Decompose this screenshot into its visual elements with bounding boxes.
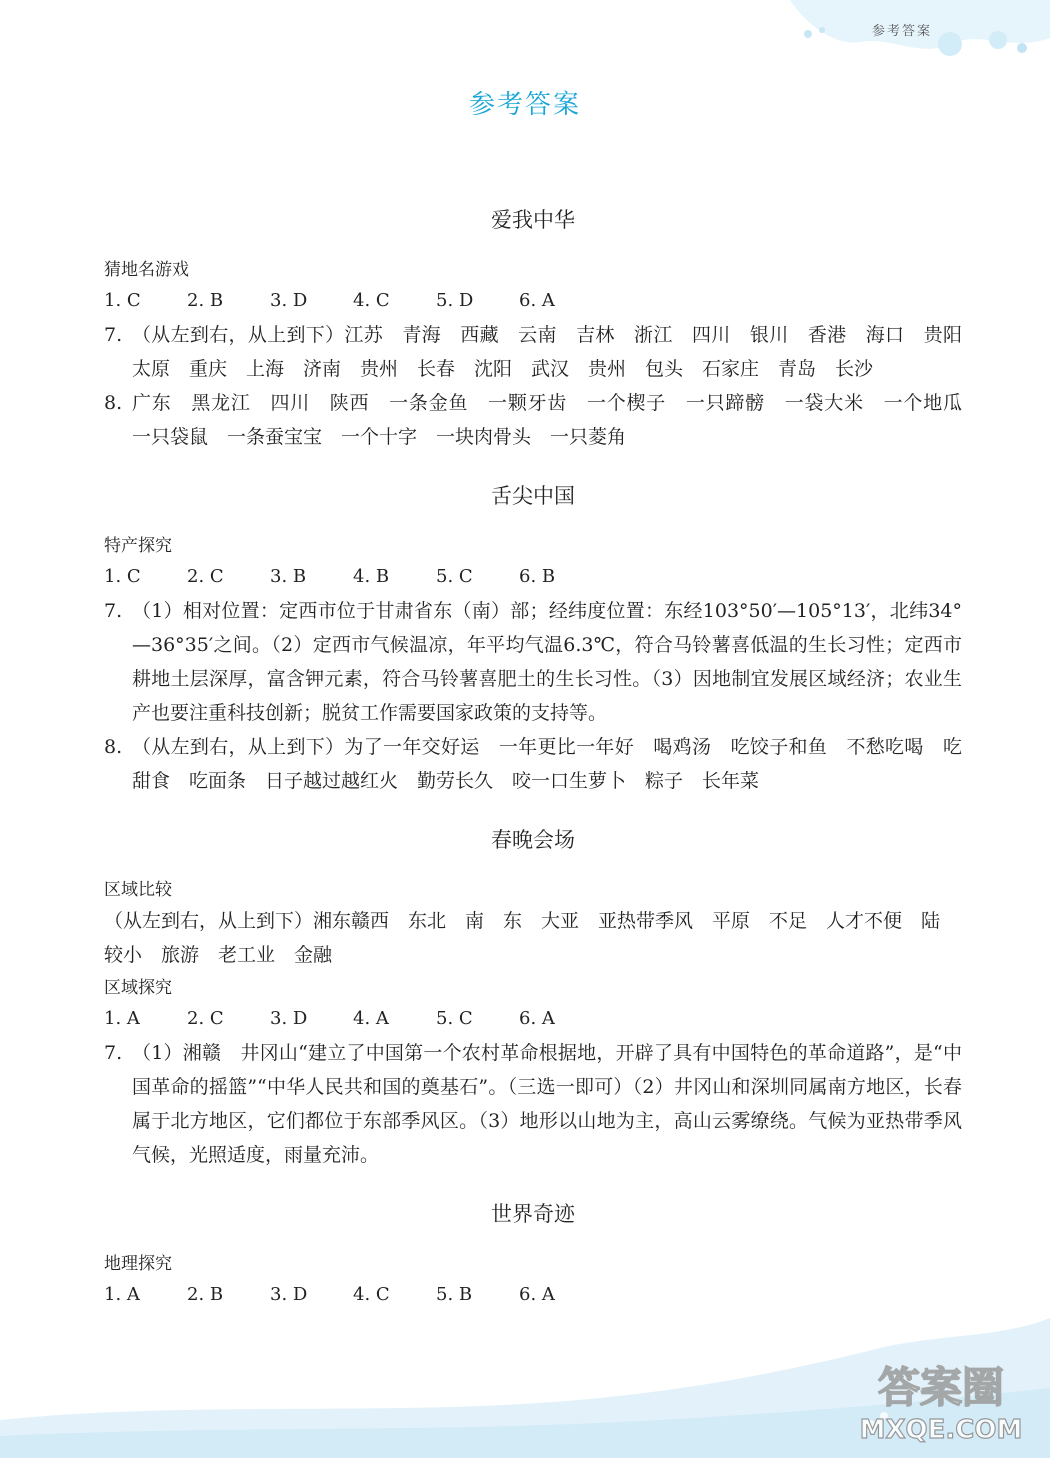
- answer-text: （从左到右，从上到下）江苏 青海 西藏 云南 吉林 浙江 四川 银川 香港 海口 贵阳 太原 重庆 上海 济南 贵州 长春 沈阳 武汉 贵州 包头 石家庄 青岛 长沙: [132, 324, 982, 380]
- mc-answer: 1. A: [104, 1008, 140, 1029]
- mc-answer: 1. A: [104, 1284, 140, 1305]
- mc-answer: 6. B: [519, 566, 556, 587]
- answer-content: [104, 200, 982, 1312]
- mc-answer: 6. A: [519, 1284, 555, 1305]
- mc-answer: 3. D: [270, 1008, 308, 1029]
- answer-text: （从左到右，从上到下）湘东赣西 东北 南 东 大亚 亚热带季风 平原 不足 人才不便 陆 较小 旅游 老工业 金融: [104, 910, 960, 966]
- section-title: 春晚会场: [491, 828, 575, 852]
- answer-text: （1）相对位置：定西市位于甘肃省东（南）部；经纬度位置：东经103°50′—105°13′，北纬34°—36°35′之间。（2）定西市气候温凉，年平均气温6.3℃，符合马铃薯喜低温的生长习性；定西市耕地土层深厚，富含钾元素，符合马铃薯喜肥土的生长习性。（3）因地制宜发展区域经济；农业生产也要注重科技创新；脱贫工作需要国家政策的支持等。: [132, 600, 962, 724]
- mc-answer: 2. C: [187, 566, 224, 587]
- section-title: 爱我中华: [491, 208, 575, 232]
- answer-item: [104, 594, 962, 730]
- mc-answer: 2. B: [187, 1284, 224, 1305]
- sub-label: 区域探究: [104, 978, 172, 998]
- mc-answer: 4. C: [353, 1284, 390, 1305]
- answer-number: 7.: [104, 1042, 123, 1064]
- sub-label: 特产探究: [104, 536, 172, 556]
- section-title: 世界奇迹: [491, 1202, 575, 1226]
- mc-answer: 2. B: [187, 290, 224, 311]
- section-shijieqiji: [104, 1194, 962, 1312]
- section-aiwozhonghua: [104, 200, 982, 454]
- answer-item: [104, 730, 962, 798]
- mc-answer: 3. D: [270, 290, 308, 311]
- page-title: 参考答案: [468, 90, 581, 120]
- answer-number: 8.: [104, 392, 123, 414]
- svg-text:答案圈: 答案圈: [877, 1363, 1005, 1412]
- answer-number: 7.: [104, 324, 123, 346]
- mc-answer: 1. C: [104, 566, 141, 587]
- mc-answer: 2. C: [187, 1008, 224, 1029]
- answer-text: （从左到右，从上到下）为了一年交好运 一年更比一年好 喝鸡汤 吃饺子和鱼 不愁吃喝 吃甜食 吃面条 日子越过越红火 勤劳长久 咬一口生萝卜 粽子 长年菜: [132, 736, 962, 792]
- sub-label: 猜地名游戏: [104, 260, 189, 280]
- mc-answer: 4. A: [353, 1008, 389, 1029]
- section-title: 舌尖中国: [491, 484, 575, 508]
- mc-answers: [104, 284, 962, 318]
- mc-answer: 5. C: [436, 566, 473, 587]
- answer-text: （1）湘赣 井冈山“建立了中国第一个农村革命根据地，开辟了具有中国特色的革命道路”，是“中国革命的摇篮”“中华人民共和国的奠基石”。（三选一即可）（2）井冈山和深圳同属南方地区，长春属于北方地区，它们都位于东部季风区。（3）地形以山地为主，高山云雾缭绕。气候为亚热带季风气候，光照适度，雨量充沛。: [132, 1042, 962, 1166]
- mc-answer: 6. A: [519, 1008, 555, 1029]
- section-shejianzhongguo: [104, 476, 962, 798]
- running-header-label: 参考答案: [871, 24, 932, 39]
- mc-answer: 4. B: [353, 566, 390, 587]
- mc-answer: 5. D: [436, 290, 474, 311]
- answer-item: [104, 318, 982, 386]
- watermark-logo: [846, 1340, 1036, 1450]
- answer-number: 8.: [104, 736, 123, 758]
- mc-answer: 6. A: [519, 290, 555, 311]
- mc-answer: 4. C: [353, 290, 390, 311]
- answer-item: [104, 1036, 962, 1172]
- mc-answer: 3. B: [270, 566, 307, 587]
- answer-text: 广东 黑龙江 四川 陕西 一条金鱼 一颗牙齿 一个楔子 一只蹄髈 一袋大米 一个地瓜 一只袋鼠 一条蚕宝宝 一个十字 一块肉骨头 一只菱角: [132, 392, 982, 448]
- mc-answer: 1. C: [104, 290, 141, 311]
- mc-answer: 5. C: [436, 1008, 473, 1029]
- section-chunwanhuichang: [104, 820, 962, 1172]
- mc-answer: 3. D: [270, 1284, 308, 1305]
- svg-text:MXQE.COM: MXQE.COM: [859, 1415, 1023, 1445]
- answer-item: [104, 386, 982, 454]
- mc-answers: [104, 1278, 962, 1312]
- answer-number: 7.: [104, 600, 123, 622]
- sub-label: 地理探究: [104, 1254, 172, 1274]
- mc-answer: 5. B: [436, 1284, 473, 1305]
- sub-label: 区域比较: [104, 880, 172, 900]
- mc-answers: [104, 560, 962, 594]
- mc-answers: [104, 1002, 962, 1036]
